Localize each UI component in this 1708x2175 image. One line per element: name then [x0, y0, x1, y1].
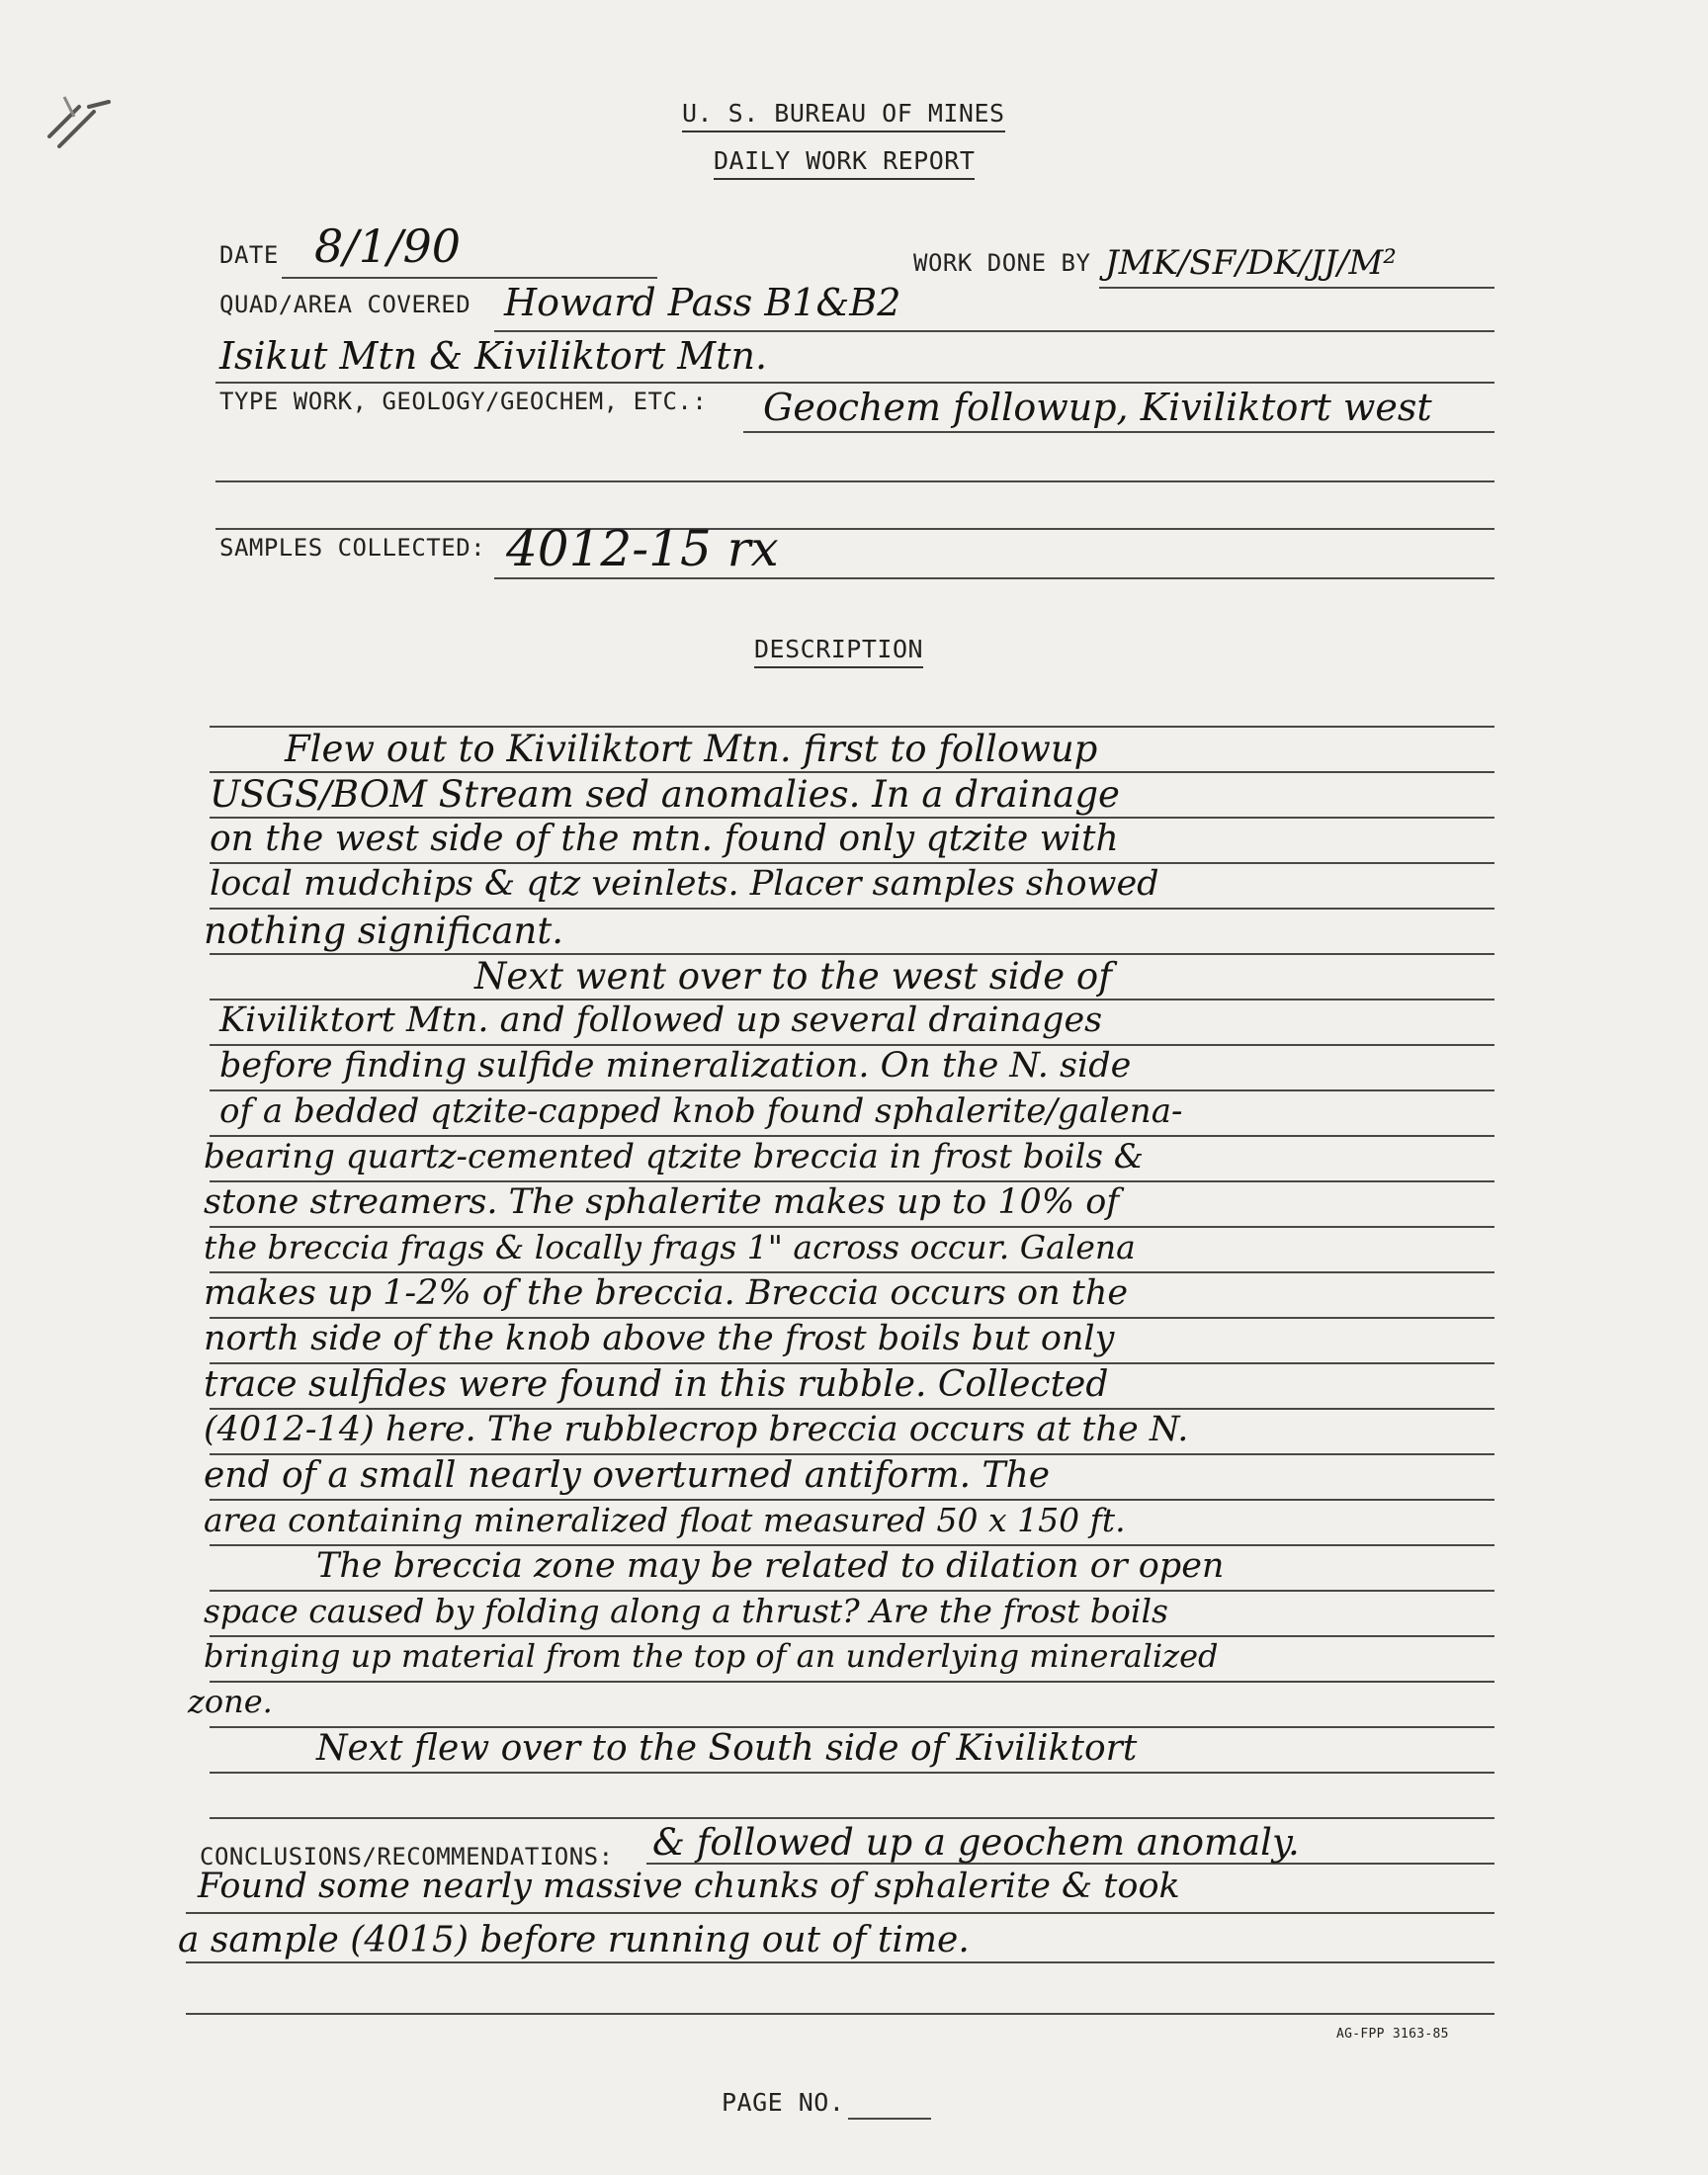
description-line: the breccia frags & locally frags 1" across occur. Galena [204, 1228, 1136, 1266]
description-line: zone. [188, 1683, 273, 1720]
agency-title: U. S. BUREAU OF MINES [682, 99, 1005, 132]
description-line: space caused by folding along a thrust? Are the frost boils [204, 1592, 1168, 1630]
description-line: trace sulfides were found in this rubble. Collected [204, 1364, 1109, 1405]
form-code: AG-FPP 3163-85 [1336, 2027, 1449, 2042]
conclusions-line: Found some nearly massive chunks of sphalerite & took [198, 1867, 1180, 1906]
description-line: Next went over to the west side of [474, 955, 1112, 998]
form-title: DAILY WORK REPORT [714, 146, 975, 180]
conclusions-label: CONCLUSIONS/RECOMMENDATIONS: [200, 1843, 614, 1870]
page-number-blank [848, 2118, 931, 2120]
description-line: Flew out to Kiviliktort Mtn. first to followup [285, 728, 1098, 770]
description-line: Kiviliktort Mtn. and followed up several drainages [219, 1000, 1103, 1040]
samples-label: SAMPLES COLLECTED: [219, 534, 486, 562]
description-line: end of a small nearly overturned antiform. The [204, 1455, 1051, 1496]
quad-value-line2: Isikut Mtn & Kiviliktort Mtn. [219, 334, 768, 378]
date-value: 8/1/90 [314, 219, 462, 273]
quad-value: Howard Pass B1&B2 [504, 281, 901, 324]
description-line: before finding sulfide mineralization. On the N. side [219, 1046, 1132, 1086]
description-line: Next flew over to the South side of Kiviliktort [316, 1728, 1138, 1769]
description-line: north side of the knob above the frost boils but only [204, 1319, 1115, 1358]
description-heading: DESCRIPTION [754, 635, 923, 668]
description-line: The breccia zone may be related to dilation or open [316, 1546, 1225, 1586]
date-label: DATE [219, 241, 279, 269]
description-line: area containing mineralized float measured 50 x 150 ft. [204, 1501, 1126, 1539]
description-line: local mudchips & qtz veinlets. Placer samples showed [210, 864, 1159, 904]
work-done-by-value: JMK/SF/DK/JJ/M² [1105, 243, 1397, 283]
type-work-value: Geochem followup, Kiviliktort west [763, 386, 1432, 429]
description-line: of a bedded qtzite-capped knob found sphalerite/galena- [219, 1091, 1183, 1131]
description-line: nothing significant. [204, 910, 564, 952]
quad-label: QUAD/AREA COVERED [219, 291, 471, 318]
description-line: on the west side of the mtn. found only qtzite with [210, 819, 1119, 859]
description-line: bearing quartz-cemented qtzite breccia in frost boils & [204, 1137, 1145, 1176]
description-line: makes up 1-2% of the breccia. Breccia occurs on the [204, 1273, 1129, 1313]
description-line: bringing up material from the top of an underlying mineralized [204, 1637, 1219, 1675]
conclusions-line: & followed up a geochem anomaly. [652, 1821, 1300, 1864]
conclusions-line: a sample (4015) before running out of time. [178, 1920, 970, 1960]
work-done-by-label: WORK DONE BY [913, 249, 1091, 277]
description-line: (4012-14) here. The rubblecrop breccia occurs at the N. [204, 1410, 1189, 1449]
description-line: USGS/BOM Stream sed anomalies. In a drainage [210, 773, 1120, 816]
corner-pen-mark [40, 77, 128, 156]
samples-value: 4012-15 rx [506, 520, 779, 577]
description-line: stone streamers. The sphalerite makes up to 10% of [204, 1182, 1120, 1222]
type-work-label: TYPE WORK, GEOLOGY/GEOCHEM, ETC.: [219, 388, 708, 415]
page-number-label: PAGE NO. [722, 2088, 845, 2117]
